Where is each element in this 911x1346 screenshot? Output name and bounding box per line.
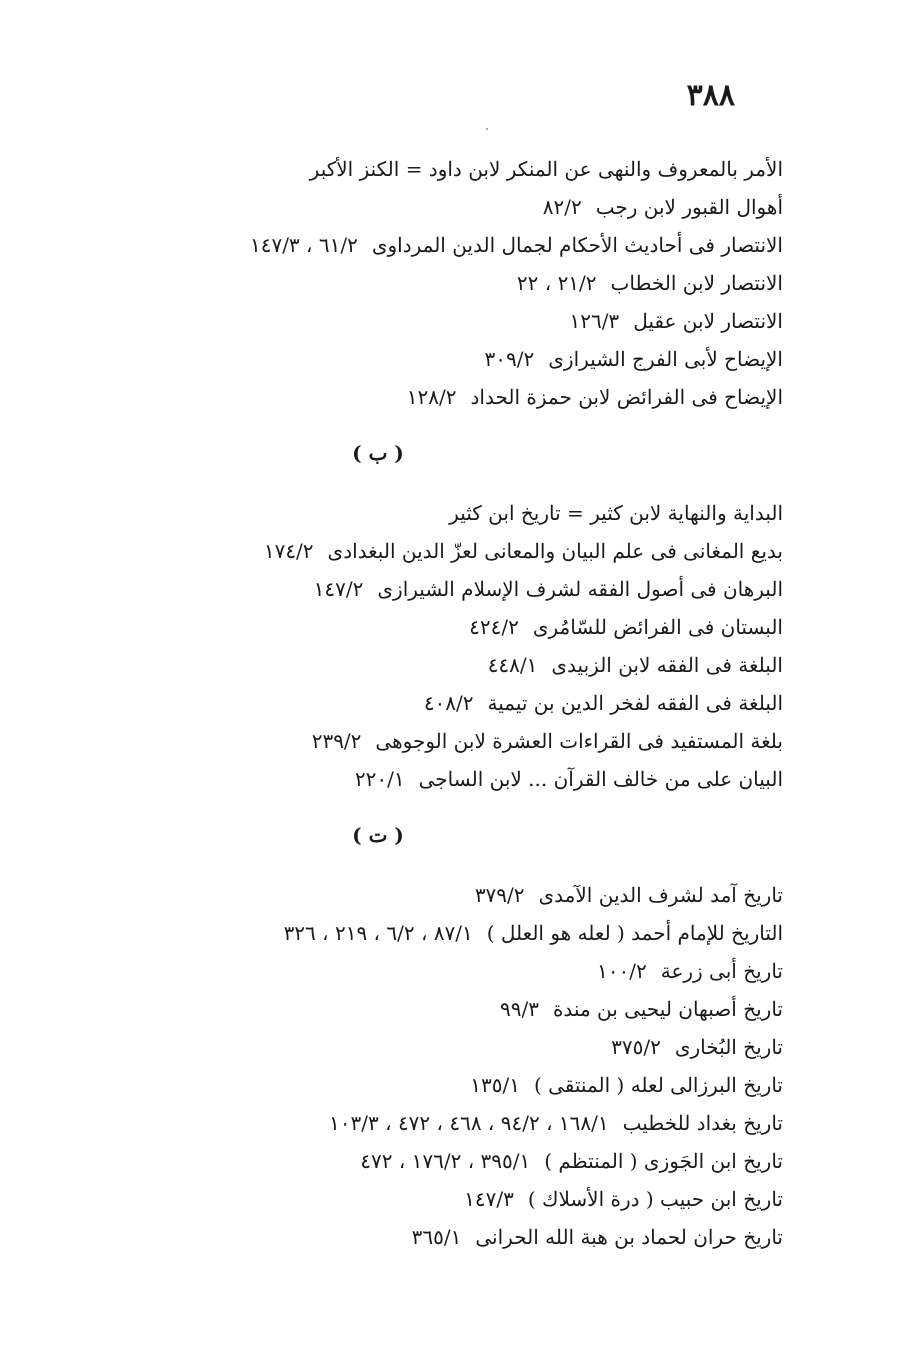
entry-title: تاريخ آمد لشرف الدين الآمدى (538, 883, 783, 907)
entry-ref: ٦١/٢ ، ١٤٧/٣ (249, 233, 358, 257)
entry-title: بديع المغانى فى علم البيان والمعانى لعزّ الدين البغدادى (327, 539, 783, 563)
index-entry (83, 914, 783, 952)
entry-ref: ٤٠٨/٢ (423, 691, 474, 715)
index-entry (83, 570, 783, 608)
index-entry (83, 494, 783, 532)
entry-title: أهوال القبور لابن رجب (595, 195, 783, 219)
index-entry (83, 1142, 783, 1180)
index-entry (83, 264, 783, 302)
index-entry (83, 990, 783, 1028)
entry-title: تاريخ البرزالى لعله ( المنتقى ) (533, 1073, 783, 1097)
index-entry (83, 532, 783, 570)
entry-ref: ٨٢/٢ (542, 195, 582, 219)
entry-ref: ٣٧٥/٢ (611, 1035, 661, 1059)
entry-ref: ٣٠٩/٢ (484, 347, 535, 371)
entry-title: بلغة المستفيد فى القراءات العشرة لابن الوجوهى (375, 729, 783, 753)
entry-title: الإيضاح فى الفرائض لابن حمزة الحداد (470, 385, 783, 409)
entry-ref: ٢٢٠/١ (354, 767, 405, 791)
entry-title: الانتصار فى أحاديث الأحكام لجمال الدين المرداوى (371, 233, 783, 257)
entry-title: تاريخ بغداد للخطيب (622, 1111, 783, 1135)
entry-ref: ٤٤٨/١ (487, 653, 538, 677)
entry-ref: ٨٧/١ ، ٦/٢ ، ٢١٩ ، ٣٢٦ (283, 921, 473, 945)
entry-ref: ١٢٨/٢ (406, 385, 457, 409)
index-entries (83, 150, 783, 1256)
entry-ref: ١٤٧/٣ (464, 1187, 514, 1211)
index-entry (83, 226, 783, 264)
entry-title: تاريخ ابن حبيب ( درة الأسلاك ) (527, 1187, 783, 1211)
scan-speck (486, 128, 488, 130)
index-entry (83, 188, 783, 226)
entry-title: تاريخ ابن الجَوزى ( المنتظم ) (544, 1149, 783, 1173)
index-entry (83, 646, 783, 684)
entry-title: البداية والنهاية لابن كثير = تاريخ ابن كثير (449, 501, 783, 525)
entry-title: تاريخ حران لحماد بن هبة الله الحرانى (475, 1225, 783, 1249)
index-entry (83, 876, 783, 914)
index-entry (83, 952, 783, 990)
entry-title: تاريخ البُخارى (674, 1035, 783, 1059)
entry-title: الإيضاح لأبى الفرج الشيرازى (548, 347, 783, 371)
index-entry (83, 1218, 783, 1256)
entry-title: البرهان فى أصول الفقه لشرف الإسلام الشيرازى (377, 577, 783, 601)
index-entry (83, 1028, 783, 1066)
entry-ref: ٤٢٤/٢ (469, 615, 519, 639)
entry-title: تاريخ أصبهان ليحيى بن مندة (552, 997, 783, 1021)
index-entry (83, 1066, 783, 1104)
entry-title: الأمر بالمعروف والنهى عن المنكر لابن داود = الكنز الأكبر (309, 157, 783, 181)
index-entry (83, 608, 783, 646)
entry-title: الانتصار لابن الخطاب (610, 271, 783, 295)
entry-ref: ١٣٥/١ (470, 1073, 520, 1097)
entry-ref: ٩٩/٣ (499, 997, 539, 1021)
entry-title: التاريخ للإمام أحمد ( لعله هو العلل ) (486, 921, 783, 945)
index-entry (83, 1180, 783, 1218)
entry-ref: ١٦٨/١ ، ٩٤/٢ ، ٤٦٨ ، ٤٧٢ ، ١٠٣/٣ (329, 1111, 609, 1135)
entry-ref: ١٤٧/٢ (313, 577, 364, 601)
entry-ref: ١٢٦/٣ (569, 309, 620, 333)
entry-ref: ٣٩٥/١ ، ١٧٦/٢ ، ٤٧٢ (360, 1149, 531, 1173)
index-section (83, 150, 783, 416)
index-entry (83, 684, 783, 722)
index-entry (83, 340, 783, 378)
entry-title: البيان على من خالف القرآن ... لابن الساجى (418, 767, 783, 791)
entry-ref: ١٠٠/٢ (597, 959, 647, 983)
index-entry (83, 150, 783, 188)
page-number: ٣٨٨ (686, 78, 735, 113)
index-section (83, 434, 783, 798)
index-entry (83, 378, 783, 416)
entry-ref: ٣٦٥/١ (411, 1225, 462, 1249)
entry-ref: ٢١/٢ ، ٢٢ (516, 271, 597, 295)
entry-title: البلغة فى الفقه لفخر الدين بن تيمية (487, 691, 783, 715)
entry-ref: ١٧٤/٢ (263, 539, 314, 563)
entry-title: البلغة فى الفقه لابن الزبيدى (551, 653, 783, 677)
index-entry (83, 722, 783, 760)
index-entry (83, 1104, 783, 1142)
index-entry (83, 760, 783, 798)
section-header: ( ت ) (352, 823, 404, 847)
entry-title: البستان فى الفرائض للسّامُرى (532, 615, 783, 639)
entry-title: الانتصار لابن عقيل (633, 309, 783, 333)
index-section (83, 816, 783, 1256)
entry-ref: ٣٧٩/٢ (474, 883, 525, 907)
section-header: ( ب ) (352, 441, 404, 465)
index-entry (83, 302, 783, 340)
entry-title: تاريخ أبى زرعة (660, 959, 783, 983)
entry-ref: ٢٣٩/٢ (311, 729, 362, 753)
